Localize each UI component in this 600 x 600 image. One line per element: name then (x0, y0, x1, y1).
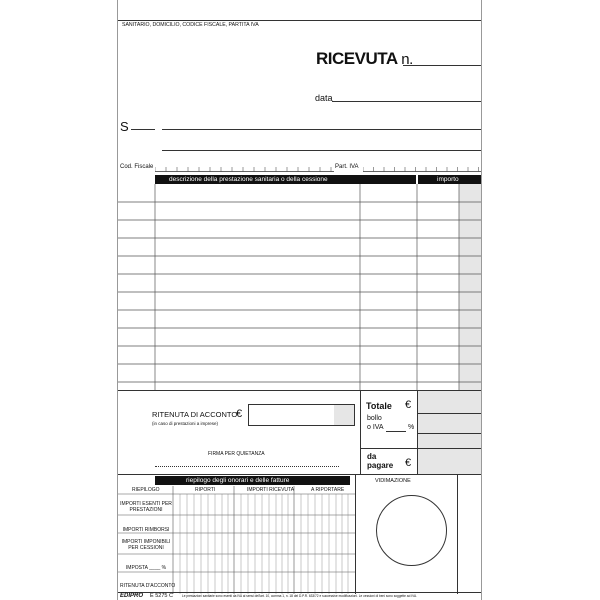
summary-col-riepilogo: RIEPILOGO (132, 487, 160, 493)
withholding-note: (in caso di prestazioni a imprese) (152, 421, 219, 426)
withholding-euro: € (236, 408, 243, 420)
withholding-amount-box[interactable] (248, 404, 355, 426)
product-code: E 5275 C (150, 593, 173, 599)
cod-fiscale-boxes[interactable] (155, 164, 334, 172)
withholding-label: RITENUTA DI ACCONTO (152, 410, 238, 419)
summary-row-esenti: IMPORTI ESENTI PER PRESTAZIONI (120, 501, 172, 513)
summary-header-text: riepilogo degli onorari e delle fatture (186, 477, 290, 484)
stamp-circle (376, 495, 447, 566)
description-header-text: descrizione della prestazione sanitaria o della cessione (169, 176, 328, 183)
stamp-label-1: bollo (367, 415, 382, 422)
signature-label: FIRMA PER QUIETANZA (208, 451, 265, 457)
vidimazione-right-divider (457, 474, 458, 594)
recipient-short-line[interactable] (131, 129, 155, 130)
withholding-divider (360, 390, 361, 474)
summary-col-riportare: A RIPORTARE (311, 487, 345, 493)
issuer-line (118, 20, 481, 21)
brand-logo: EDIPRO (120, 593, 144, 599)
summary-row-ritenuta: RITENUTA D'ACCONTO (120, 583, 176, 589)
due-label-2: pagare (367, 461, 394, 470)
stamp-label-2: o IVA (367, 424, 384, 431)
amount-header-text: importo (437, 176, 459, 183)
date-label: data (315, 93, 333, 103)
partita-iva-boxes[interactable] (363, 164, 481, 172)
summary-col-riporti: RIPORTI (195, 487, 216, 493)
due-label-1: da (367, 452, 377, 461)
withholding-amount-shade (334, 405, 354, 425)
summary-top-line (118, 474, 481, 475)
summary-header (155, 476, 350, 485)
due-euro: € (405, 457, 412, 469)
due-top-line (360, 448, 481, 449)
total-label: Totale (366, 401, 392, 411)
summary-row-rimborsi: IMPORTI RIMBORSI (122, 527, 170, 533)
stamp-percent: % (408, 424, 415, 431)
receipt-title (316, 49, 413, 69)
recipient-line-1[interactable] (162, 129, 481, 130)
legal-note: Le prestazioni sanitarie sono esenti da IVA ai sensi dell'art. 10, comma 1, n. 18 del D.P.R. 633/72 e successive modificazioni. Le cessioni di beni sono soggette ad IVA. (182, 594, 418, 598)
total-euro: € (405, 399, 412, 411)
summary-col-importi: IMPORTI RICEVUTA (247, 487, 295, 493)
stamp-percent-line[interactable] (386, 431, 406, 432)
total-line[interactable] (418, 413, 481, 414)
summary-row-imponibili: IMPORTI IMPONIBILI PER CESSIONI (121, 539, 171, 551)
summary-row-imposta: IMPOSTA ____ % (125, 565, 167, 571)
receipt-title-text: RICEVUTA (316, 49, 397, 68)
receipt-number-line[interactable] (403, 65, 481, 66)
amount-header (418, 175, 481, 184)
issuer-caption: SANITARIO, DOMICILIO, CODICE FISCALE, PARTITA IVA (122, 22, 259, 28)
signature-line[interactable] (155, 466, 339, 467)
items-table[interactable] (118, 184, 481, 390)
receipt-number-label: n. (401, 51, 413, 68)
cod-fiscale-label: Cod. Fiscale (120, 164, 154, 170)
recipient-label: S (120, 119, 129, 134)
date-line[interactable] (332, 101, 481, 102)
stamp-line[interactable] (418, 433, 481, 434)
vidimazione-label: VIDIMAZIONE (375, 478, 411, 484)
receipt-form (117, 0, 482, 600)
partita-iva-label: Part. IVA (335, 164, 359, 170)
vidimazione-divider (355, 474, 356, 594)
recipient-line-2[interactable] (162, 150, 481, 151)
description-header (155, 175, 416, 184)
